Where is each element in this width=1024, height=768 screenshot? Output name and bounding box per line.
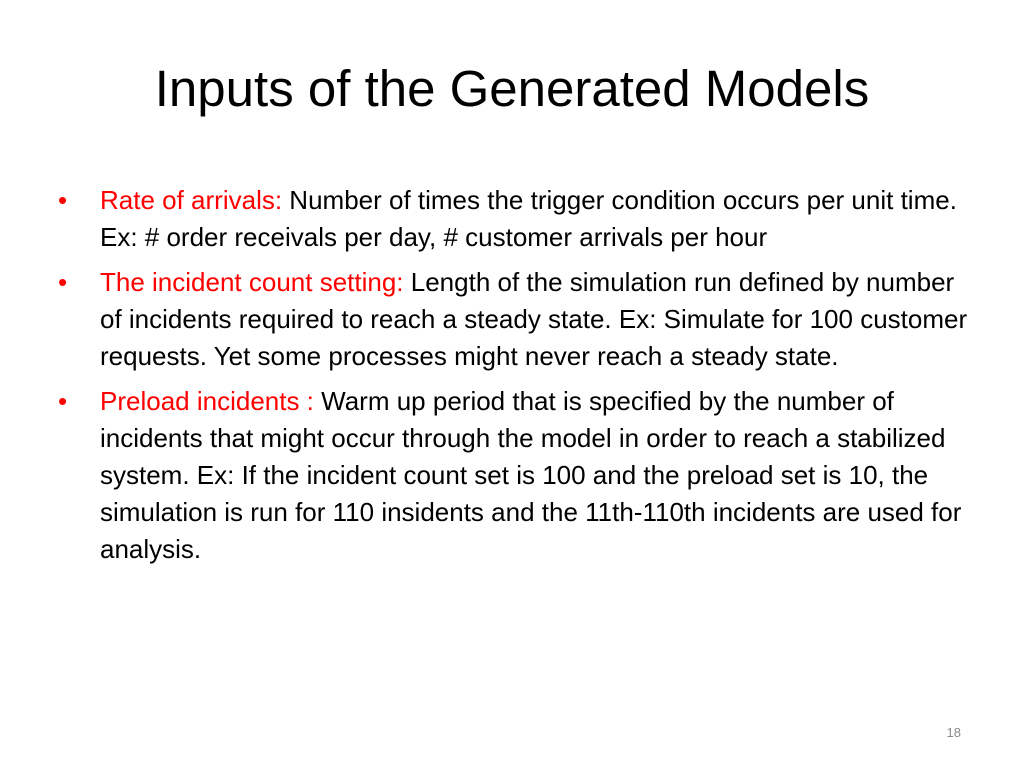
- bullet-dot-icon: •: [58, 185, 68, 215]
- slide-number: 18: [946, 725, 961, 740]
- slide-title: Inputs of the Generated Models: [154, 60, 870, 117]
- bullet-text: Number of times the trigger condition occurs per unit time. Ex: # order receivals per day, # customer arrivals per hour: [100, 185, 957, 252]
- bullet-text: Warm up period that is specified by the number of incidents that might occur through the model in order to reach a stabilized system. Ex: If the incident count set is 100 and the preload set is 10, the simulation is run for 110 insidents and the 11th-110th incidents are used for analysis.: [100, 386, 962, 564]
- bullet-item-rate-of-arrivals: [56, 182, 976, 256]
- bullet-term: Preload incidents :: [100, 386, 322, 416]
- bullet-item-preload-incidents: [56, 383, 976, 568]
- bullet-term: The incident count setting:: [100, 267, 411, 297]
- bullet-list: [56, 182, 976, 576]
- bullet-text: Length of the simulation run defined by number of incidents required to reach a steady state. Ex: Simulate for 100 customer requests. Yet some processes might never reach a steady state.: [100, 267, 968, 371]
- bullet-dot-icon: •: [58, 386, 68, 416]
- bullet-term: Rate of arrivals:: [100, 185, 290, 215]
- bullet-item-incident-count-setting: [56, 264, 976, 375]
- bullet-dot-icon: •: [58, 267, 68, 297]
